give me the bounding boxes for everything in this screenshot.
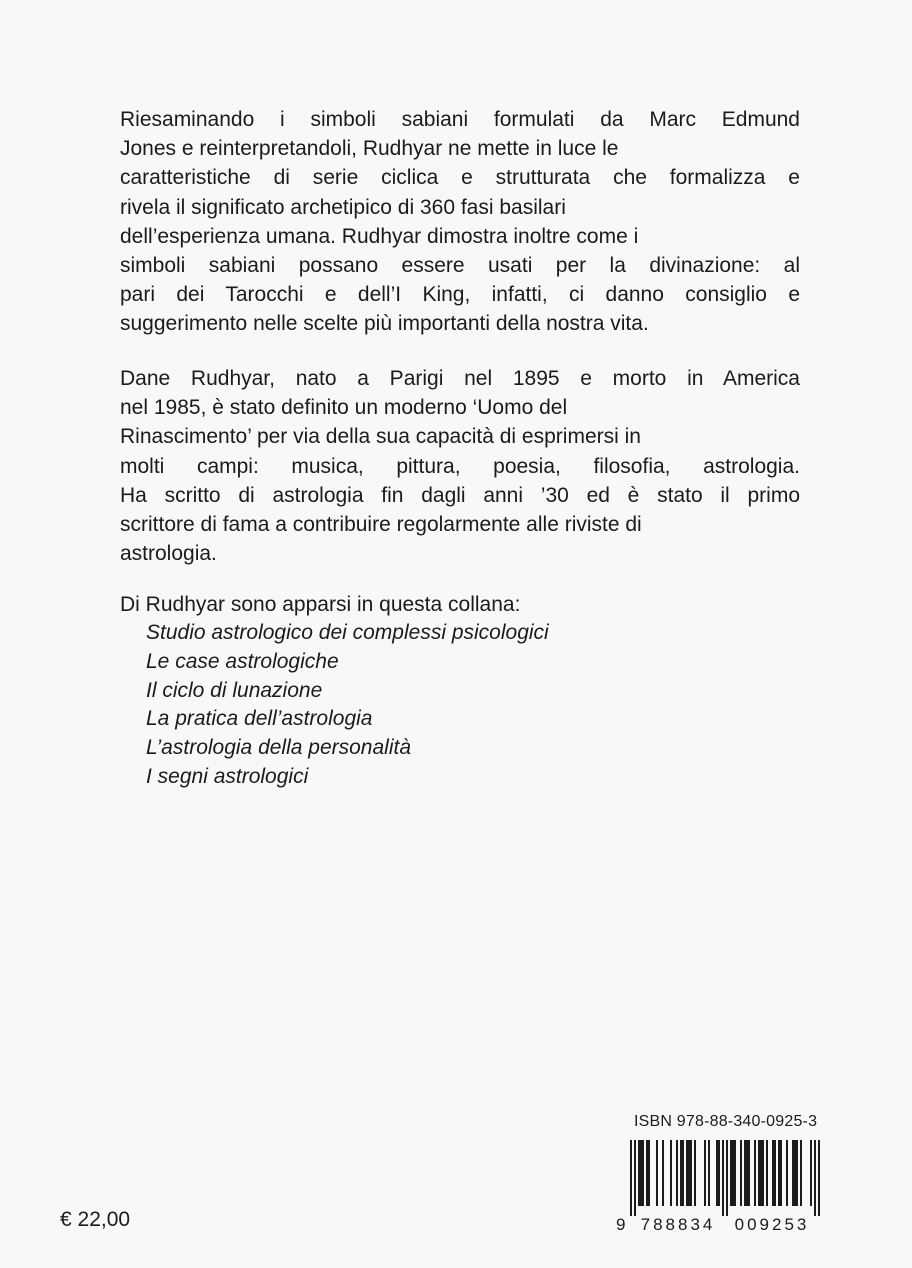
bio-line: nel 1985, è stato definito un moderno ‘Uomo del	[120, 396, 568, 420]
barcode-bar	[762, 1140, 764, 1206]
barcode-bar	[774, 1140, 776, 1206]
barcode-bar	[686, 1140, 688, 1206]
description-line: Jones e reinterpretandoli, Rudhyar ne mette in luce le	[120, 137, 619, 161]
barcode-bar	[758, 1140, 760, 1206]
bio-line: molti campi: musica, pittura, poesia, filosofia, astrologia.	[120, 454, 800, 478]
barcode-bar	[772, 1140, 774, 1206]
barcode-bar	[656, 1140, 658, 1206]
barcode-bar	[682, 1140, 684, 1206]
description-line: rivela il significato archetipico di 360 fasi basilari	[120, 195, 566, 219]
barcode-bar	[792, 1140, 794, 1206]
barcode-bar	[786, 1140, 788, 1206]
barcode-bar	[648, 1140, 650, 1206]
description-line: simboli sabiani possano essere usati per la divinazione: al	[120, 254, 800, 278]
barcode-bar	[718, 1140, 720, 1206]
barcode-bar	[810, 1140, 812, 1206]
barcode-bar	[646, 1140, 648, 1206]
isbn-label: ISBN 978-88-340-0925-3	[634, 1113, 818, 1130]
barcode-bar	[640, 1140, 642, 1206]
barcode-bar	[694, 1140, 696, 1206]
barcode-bar	[704, 1140, 706, 1206]
barcode-bar	[722, 1140, 724, 1216]
barcode-bar	[662, 1140, 664, 1206]
book-title: La pratica dell’astrologia	[146, 707, 373, 731]
book-title: Il ciclo di lunazione	[146, 678, 323, 702]
barcode-bar	[634, 1140, 636, 1216]
barcode-digits: 9	[616, 1215, 629, 1234]
barcode-bar	[708, 1140, 710, 1206]
barcode-bar	[796, 1140, 798, 1206]
barcode-bar	[630, 1140, 632, 1216]
barcode-bar	[726, 1140, 728, 1216]
barcode-bar	[814, 1140, 816, 1216]
barcode-bar	[760, 1140, 762, 1206]
barcode-bar	[732, 1140, 734, 1206]
book-title: Studio astrologico dei complessi psicologici	[146, 621, 549, 644]
barcode-bar	[680, 1140, 682, 1206]
bio-line: Ha scritto di astrologia fin dagli anni ’30 ed è stato il primo	[120, 483, 800, 507]
barcode-bar	[638, 1140, 640, 1206]
barcode-bar	[748, 1140, 750, 1206]
barcode-bar	[754, 1140, 756, 1206]
barcode-bar	[794, 1140, 796, 1206]
barcode-bar	[740, 1140, 742, 1206]
series-intro	[120, 590, 800, 619]
barcode-bar	[690, 1140, 692, 1206]
bio-line: Rinascimento’ per via della sua capacità di esprimersi in	[120, 425, 641, 449]
author-bio-paragraph	[120, 364, 800, 568]
bio-line: Dane Rudhyar, nato a Parigi nel 1895 e morto in America	[120, 367, 800, 390]
barcode-bar	[716, 1140, 718, 1206]
description-line: caratteristiche di serie ciclica e strutturata che formalizza e	[120, 166, 800, 190]
price-label: € 22,00	[60, 1208, 131, 1231]
barcode-bar	[766, 1140, 768, 1206]
description-line: Riesaminando i simboli sabiani formulati da Marc Edmund	[120, 108, 800, 131]
barcode-bar	[744, 1140, 746, 1206]
series-intro-text: Di Rudhyar sono apparsi in questa collana:	[120, 593, 521, 616]
barcode-bar	[676, 1140, 678, 1206]
description-line: dell’esperienza umana. Rudhyar dimostra inoltre come i	[120, 224, 639, 248]
book-title: I segni astrologici	[146, 764, 309, 788]
barcode-bar	[734, 1140, 736, 1206]
barcode-bar	[670, 1140, 672, 1206]
barcode-bar	[780, 1140, 782, 1206]
barcode-bar	[730, 1140, 732, 1206]
barcode-digits: 788834	[640, 1215, 716, 1234]
barcode-bar	[818, 1140, 820, 1216]
bio-line: astrologia.	[120, 542, 217, 566]
barcode-digits: 009253	[734, 1215, 810, 1234]
book-title: Le case astrologiche	[146, 649, 339, 673]
description-paragraph	[120, 105, 800, 339]
barcode-bar	[688, 1140, 690, 1206]
book-title: L’astrologia della personalità	[146, 736, 412, 760]
barcode-bar	[800, 1140, 802, 1206]
description-line: pari dei Tarocchi e dell’I King, infatti, ci danno consiglio e	[120, 283, 800, 307]
description-line: suggerimento nelle scelte più importanti della nostra vita.	[120, 312, 649, 336]
barcode-bar	[778, 1140, 780, 1206]
barcode-bar	[642, 1140, 644, 1206]
book-list	[146, 619, 549, 792]
bio-line: scrittore di fama a contribuire regolarmente alle riviste di	[120, 513, 642, 537]
barcode-image	[612, 1140, 838, 1242]
barcode-bar	[746, 1140, 748, 1206]
